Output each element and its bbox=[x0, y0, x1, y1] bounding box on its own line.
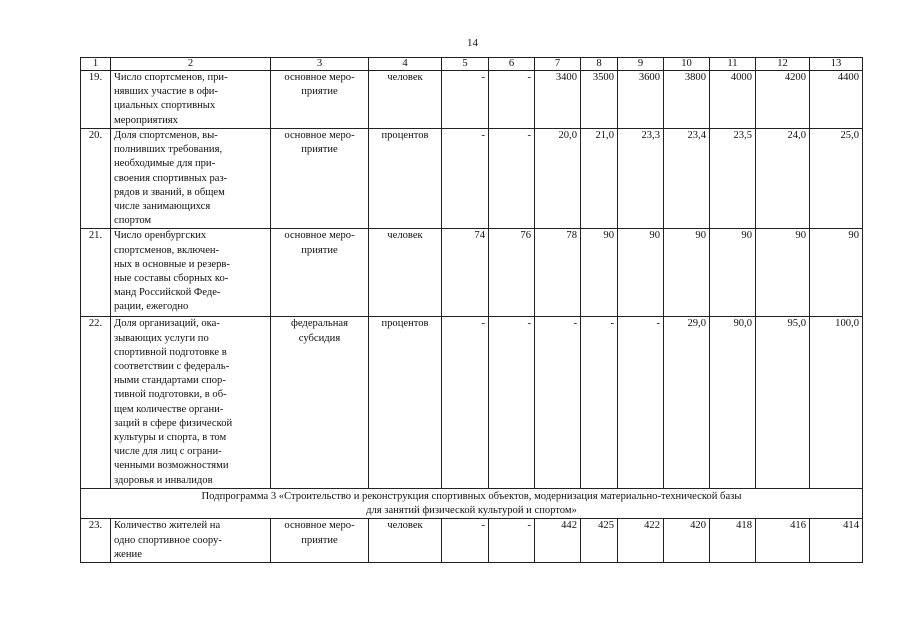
indicator-value: - bbox=[442, 129, 489, 229]
unit-of-measure: человек bbox=[369, 229, 442, 317]
indicator-value: 422 bbox=[618, 519, 664, 563]
table-header-row bbox=[81, 58, 863, 71]
row-number: 21. bbox=[81, 229, 111, 317]
unit-of-measure: человек bbox=[369, 71, 442, 129]
unit-of-measure: человек bbox=[369, 519, 442, 563]
indicator-value: 90 bbox=[581, 229, 618, 317]
indicator-value: 23,4 bbox=[664, 129, 710, 229]
indicator-value: 90 bbox=[710, 229, 756, 317]
page-number: 14 bbox=[467, 37, 478, 49]
indicator-value: 24,0 bbox=[756, 129, 810, 229]
program-element: основное меро- приятие bbox=[271, 519, 369, 563]
indicator-value: - bbox=[489, 317, 535, 489]
indicator-value: 20,0 bbox=[535, 129, 581, 229]
indicator-value: 414 bbox=[810, 519, 863, 563]
table-row bbox=[81, 317, 863, 489]
column-header: 1 bbox=[81, 58, 111, 71]
indicator-value: 416 bbox=[756, 519, 810, 563]
indicator-value: 76 bbox=[489, 229, 535, 317]
indicators-table bbox=[80, 57, 863, 563]
indicator-value: - bbox=[489, 519, 535, 563]
indicator-value: 90,0 bbox=[710, 317, 756, 489]
table-row bbox=[81, 519, 863, 563]
indicator-value: - bbox=[442, 317, 489, 489]
indicator-value: 90 bbox=[664, 229, 710, 317]
indicator-value: 4000 bbox=[710, 71, 756, 129]
indicator-value: 23,5 bbox=[710, 129, 756, 229]
column-header: 7 bbox=[535, 58, 581, 71]
column-header: 11 bbox=[710, 58, 756, 71]
indicator-value: 90 bbox=[810, 229, 863, 317]
indicator-value: 100,0 bbox=[810, 317, 863, 489]
indicator-value: 3400 bbox=[535, 71, 581, 129]
column-header: 3 bbox=[271, 58, 369, 71]
unit-of-measure: процентов bbox=[369, 129, 442, 229]
indicator-value: 4200 bbox=[756, 71, 810, 129]
column-header: 10 bbox=[664, 58, 710, 71]
indicator-value: 3800 bbox=[664, 71, 710, 129]
subprogram-row bbox=[81, 489, 863, 519]
indicator-value: 425 bbox=[581, 519, 618, 563]
indicator-value: 21,0 bbox=[581, 129, 618, 229]
indicator-value: 29,0 bbox=[664, 317, 710, 489]
indicator-value: 90 bbox=[618, 229, 664, 317]
indicator-value: 90 bbox=[756, 229, 810, 317]
row-number: 20. bbox=[81, 129, 111, 229]
indicator-value: - bbox=[618, 317, 664, 489]
program-element: федеральная субсидия bbox=[271, 317, 369, 489]
column-header: 4 bbox=[369, 58, 442, 71]
column-header: 12 bbox=[756, 58, 810, 71]
indicator-value: 3500 bbox=[581, 71, 618, 129]
column-header: 13 bbox=[810, 58, 863, 71]
indicator-value: 95,0 bbox=[756, 317, 810, 489]
indicator-value: - bbox=[442, 519, 489, 563]
program-element: основное меро- приятие bbox=[271, 71, 369, 129]
column-header: 9 bbox=[618, 58, 664, 71]
indicator-value: - bbox=[442, 71, 489, 129]
indicator-value: - bbox=[489, 71, 535, 129]
indicator-value: 23,3 bbox=[618, 129, 664, 229]
indicator-value: - bbox=[535, 317, 581, 489]
indicator-value: - bbox=[581, 317, 618, 489]
subprogram-title: Подпрограмма 3 «Строительство и реконструкция спортивных объектов, модернизация материально-технической базы для занятий физической культурой и спортом» bbox=[81, 489, 863, 519]
indicator-value: 74 bbox=[442, 229, 489, 317]
indicator-value: - bbox=[489, 129, 535, 229]
column-header: 6 bbox=[489, 58, 535, 71]
indicator-value: 420 bbox=[664, 519, 710, 563]
indicator-value: 78 bbox=[535, 229, 581, 317]
indicator-name: Число оренбургских спортсменов, включен- ных в основные и резерв- ные составы сборных ко- манд Российской Феде- рации, ежегодно bbox=[111, 229, 271, 317]
row-number: 23. bbox=[81, 519, 111, 563]
unit-of-measure: процентов bbox=[369, 317, 442, 489]
row-number: 19. bbox=[81, 71, 111, 129]
indicator-value: 25,0 bbox=[810, 129, 863, 229]
column-header: 2 bbox=[111, 58, 271, 71]
indicator-value: 4400 bbox=[810, 71, 863, 129]
table-row bbox=[81, 129, 863, 229]
column-header: 8 bbox=[581, 58, 618, 71]
column-header: 5 bbox=[442, 58, 489, 71]
indicator-value: 442 bbox=[535, 519, 581, 563]
indicator-value: 3600 bbox=[618, 71, 664, 129]
indicator-name: Доля организаций, ока- зывающих услуги по спортивной подготовке в соответствии с федераль- ными стандартами спор- тивной подготовки, в об- щем количестве органи- заций в сфере физической культуры и спорта, в том числе для лиц с ограни- ченными возможностями здоровья и инвалидов bbox=[111, 317, 271, 489]
indicator-name: Количество жителей на одно спортивное соору- жение bbox=[111, 519, 271, 563]
row-number: 22. bbox=[81, 317, 111, 489]
program-element: основное меро- приятие bbox=[271, 229, 369, 317]
indicator-name: Число спортсменов, при- нявших участие в офи- циальных спортивных мероприятиях bbox=[111, 71, 271, 129]
indicator-value: 418 bbox=[710, 519, 756, 563]
indicator-name: Доля спортсменов, вы- полнивших требования, необходимые для при- своения спортивных раз- рядов и званий, в общем числе занимающихся спортом bbox=[111, 129, 271, 229]
program-element: основное меро- приятие bbox=[271, 129, 369, 229]
table-row bbox=[81, 229, 863, 317]
table-row bbox=[81, 71, 863, 129]
